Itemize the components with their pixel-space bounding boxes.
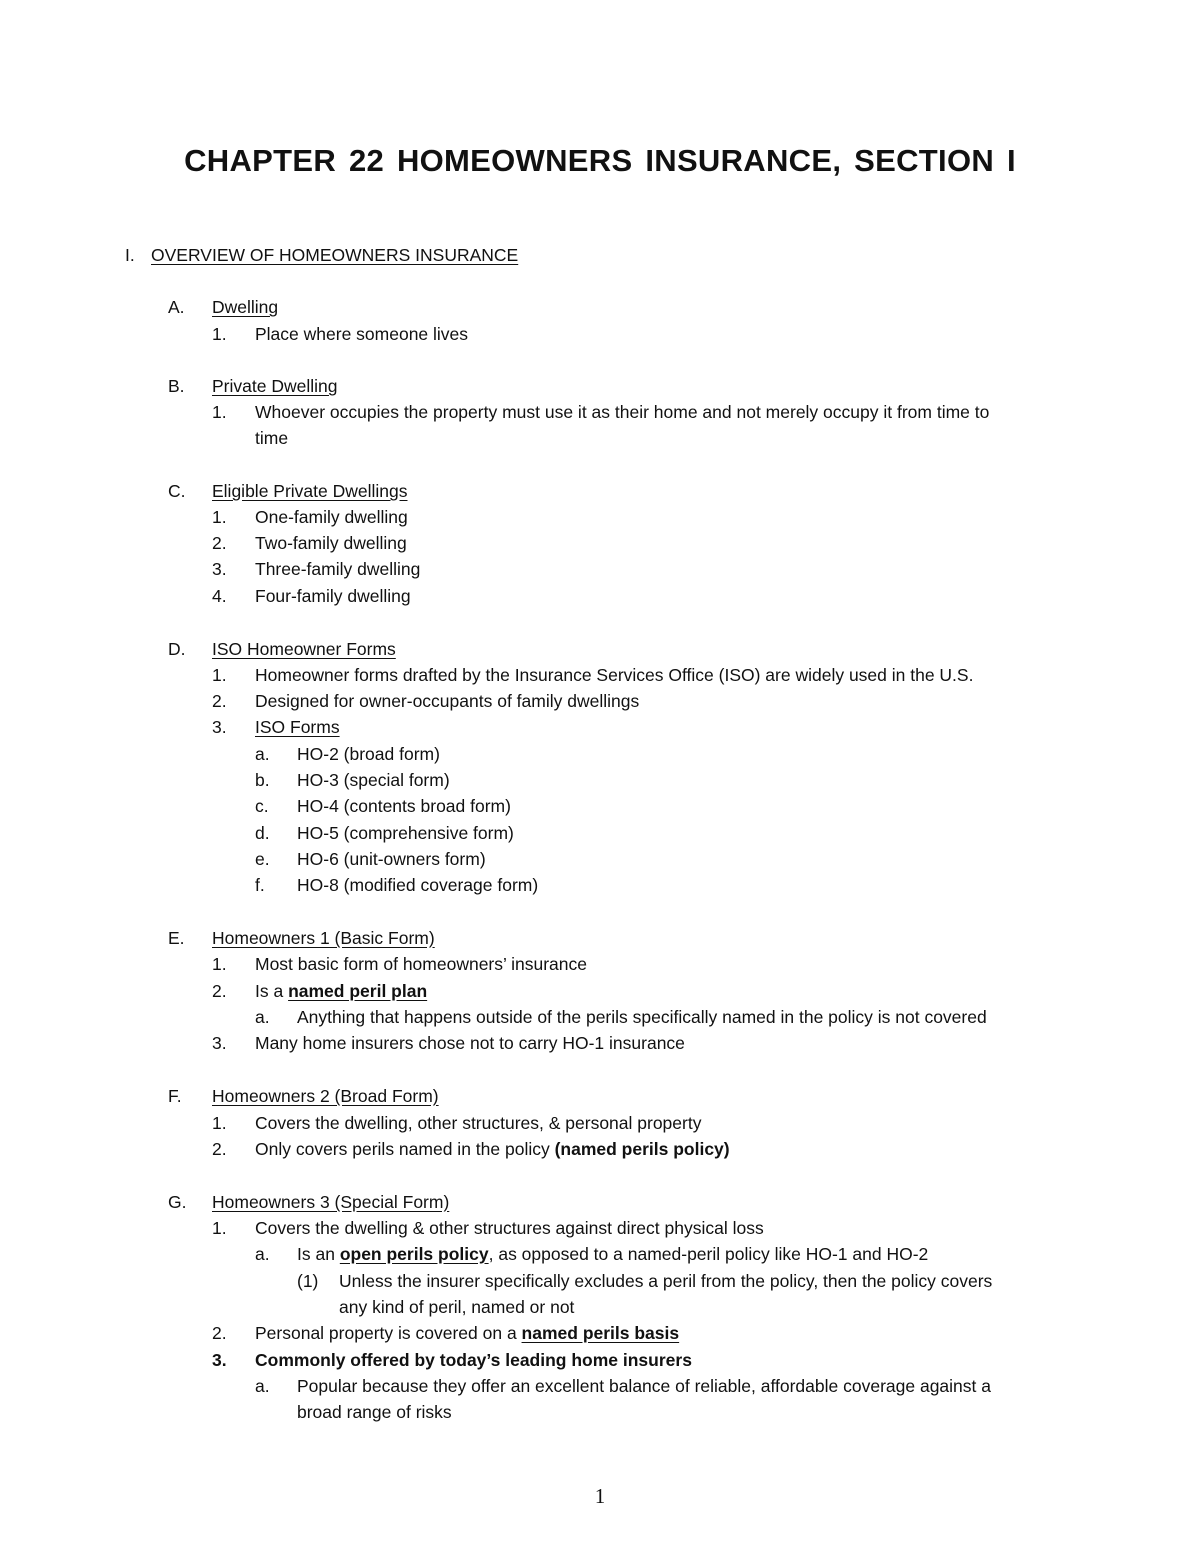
emphasis-term: named perils basis (521, 1323, 680, 1343)
section-heading: OVERVIEW OF HOMEOWNERS INSURANCE (151, 245, 519, 265)
section-marker: I. (125, 245, 135, 265)
emphasis-term: (named perils policy) (554, 1139, 730, 1159)
emphasis-term: open perils policy (339, 1244, 489, 1264)
document-page: CHAPTER 22 HOMEOWNERS INSURANCE, SECTION I I. OVERVIEW OF HOMEOWNERS INSURANCE A. Dwelling 1. Place where someone lives B. Private Dwelling 1. Whoever occupies the property must use it as their home and not merely occupy it from time to time C. Eligible Private Dwellings 1. One-family dwelling 2. Two-family dwelling 3. Three-family dwelling 4. Four-family dwelling D. ISO Homeowner Forms 1. Homeowner forms drafted by the Insurance Services Office (ISO) are widely used in the U.S. 2. Designed for owner-occupants of family dwellings 3. ISO Forms a. HO-2 (broad form) b. HO-3 (special form) c. HO-4 (contents broad form) d. HO-5 (comprehensive form) e. HO-6 (unit-owners form) f. HO-8 (modified coverage form) E. Homeowners 1 (Basic Form) 1. Most basic form of homeowners’ insurance 2. Is a named peril plan a. Anything that happens outside of the perils specifically named in the policy is not covered 3. Many home insurers chose not to carry HO-1 insurance F. Homeowners 2 (Broad Form) 1. Covers the dwelling, other structures, & personal property 2. Only covers perils named in the policy (named perils policy) G. Homeowners 3 (Special Form) 1. Covers the dwelling & other structures against direct physical loss a. Is an open perils policy, as opposed to a named-peril policy like HO-1 and HO-2 (1) Unless the insurer specifically excludes a peril from the policy, then the policy covers any kind of peril, named or not 2. Personal property is covered on a named perils basis 3. Commonly offered by today’s leading home insurers a. Popular because they offer an excellent balance of reliable, affordable coverage against a broad range of risks 1 (0, 0, 1200, 1553)
page-number: 1 (594, 1484, 606, 1508)
emphasis-term: named peril plan (288, 981, 428, 1001)
page-title: CHAPTER 22 HOMEOWNERS INSURANCE, SECTION I (184, 143, 1016, 178)
